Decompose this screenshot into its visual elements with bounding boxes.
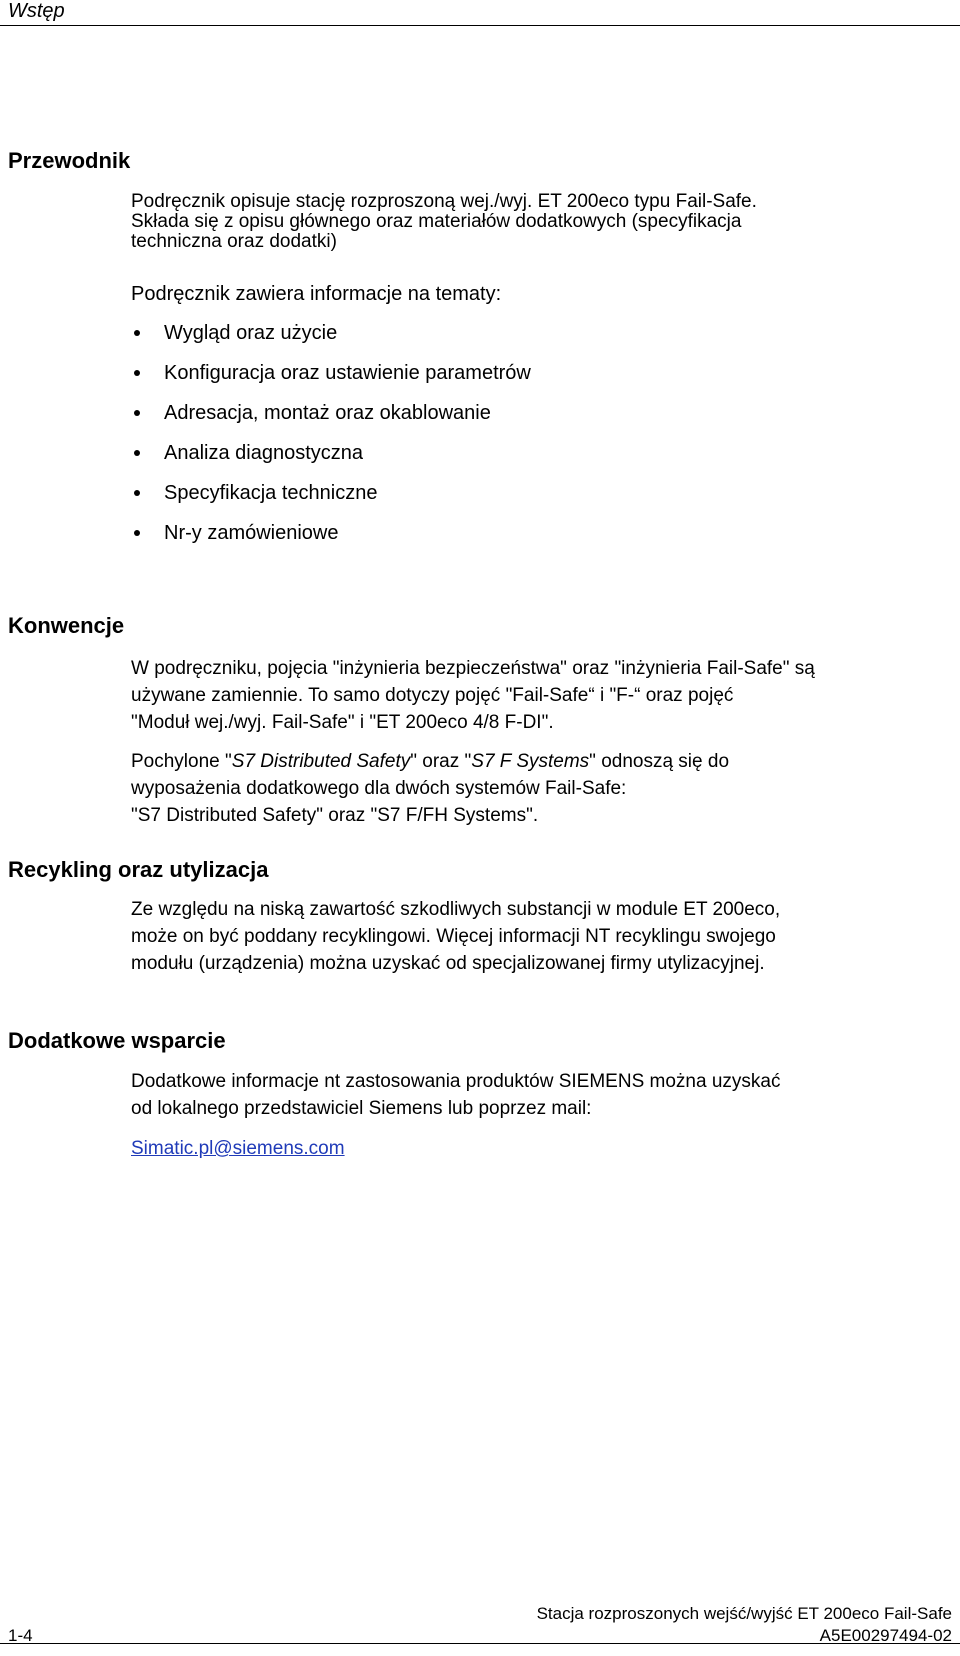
footer-page-number: 1-4 xyxy=(8,1626,33,1645)
footer-divider xyxy=(0,1643,960,1644)
list-item: Specyfikacja techniczne xyxy=(131,480,531,520)
running-header-title: Wstęp xyxy=(8,0,65,22)
list-item: Konfiguracja oraz ustawienie parametrów xyxy=(131,360,531,400)
footer-doc-code: A5E00297494-02 xyxy=(819,1626,952,1645)
konwencje-line: "Moduł wej./wyj. Fail-Safe" i "ET 200eco 4/8 F-DI". xyxy=(131,712,554,733)
list-item: Adresacja, montaż oraz okablowanie xyxy=(131,400,531,440)
wsparcie-line: od lokalnego przedstawiciel Siemens lub poprzez mail: xyxy=(131,1098,592,1119)
recykling-line: Ze względu na niską zawartość szkodliwych substancji w module ET 200eco, xyxy=(131,899,781,920)
italic-product-name: S7 Distributed Safety xyxy=(231,751,411,772)
recykling-paragraph xyxy=(131,896,921,977)
wsparcie-paragraph xyxy=(131,1068,921,1122)
konwencje-paragraph-2 xyxy=(131,748,921,829)
konwencje-line: wyposażenia dodatkowego dla dwóch systemów Fail-Safe: xyxy=(131,778,627,799)
email-link[interactable]: Simatic.pl@siemens.com xyxy=(131,1138,345,1159)
section-heading-przewodnik: Przewodnik xyxy=(8,148,131,173)
przewodnik-intro-line: Podręcznik opisuje stację rozproszoną wej./wyj. ET 200eco typu Fail-Safe. xyxy=(131,191,757,212)
text-run: " odnoszą się do xyxy=(589,751,730,772)
przewodnik-intro xyxy=(131,188,921,255)
topics-intro: Podręcznik zawiera informacje na tematy: xyxy=(131,283,502,305)
konwencje-line: "S7 Distributed Safety" oraz "S7 F/FH Systems". xyxy=(131,805,539,826)
konwencje-line: używane zamiennie. To samo dotyczy pojęć "Fail-Safe“ i "F-“ oraz pojęć xyxy=(131,685,734,706)
section-heading-konwencje: Konwencje xyxy=(8,613,125,638)
topics-list xyxy=(131,320,531,560)
list-item: Analiza diagnostyczna xyxy=(131,440,531,480)
email-container xyxy=(131,1135,921,1162)
przewodnik-intro-line: techniczna oraz dodatki) xyxy=(131,231,337,252)
wsparcie-line: Dodatkowe informacje nt zastosowania produktów SIEMENS można uzyskać xyxy=(131,1071,781,1092)
konwencje-line: W podręczniku, pojęcia "inżynieria bezpieczeństwa" oraz "inżynieria Fail-Safe" są xyxy=(131,658,815,679)
przewodnik-intro-line: Składa się z opisu głównego oraz materiałów dodatkowych (specyfikacja xyxy=(131,211,742,232)
section-heading-wsparcie: Dodatkowe wsparcie xyxy=(8,1028,226,1053)
recykling-line: może on być poddany recyklingowi. Więcej informacji NT recyklingu swojego xyxy=(131,926,776,947)
header-divider xyxy=(0,25,960,26)
list-item: Nr-y zamówieniowe xyxy=(131,520,531,560)
text-run: Pochylone " xyxy=(131,751,232,772)
konwencje-line xyxy=(131,748,921,775)
konwencje-paragraph-1 xyxy=(131,655,921,736)
footer-doc-title: Stacja rozproszonych wejść/wyjść ET 200eco Fail-Safe xyxy=(536,1604,952,1623)
recykling-line: modułu (urządzenia) można uzyskać od specjalizowanej firmy utylizacyjnej. xyxy=(131,953,765,974)
list-item: Wygląd oraz użycie xyxy=(131,320,531,360)
text-run: " oraz " xyxy=(410,751,472,772)
italic-product-name: S7 F Systems xyxy=(471,751,590,772)
section-heading-recykling: Recykling oraz utylizacja xyxy=(8,857,269,882)
